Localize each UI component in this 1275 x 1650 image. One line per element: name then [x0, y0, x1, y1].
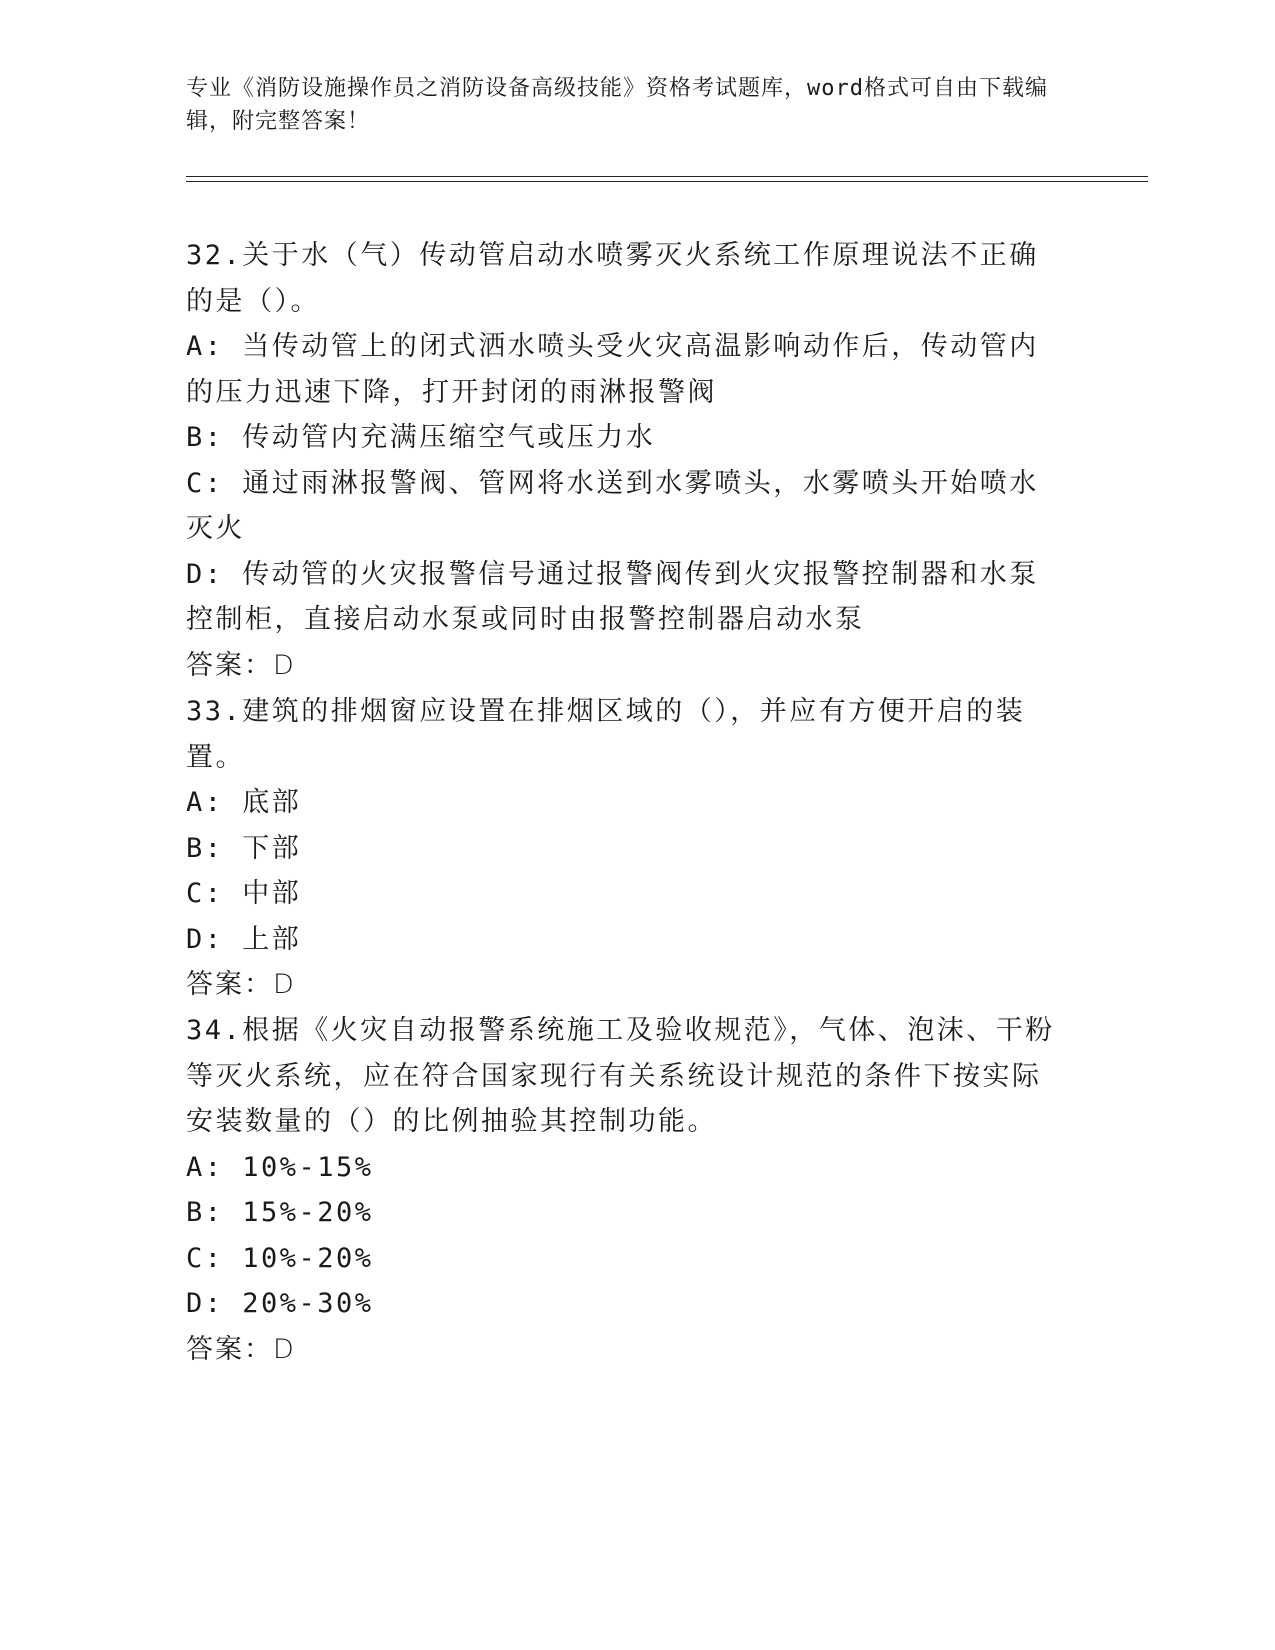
answer: 答案：D — [186, 969, 296, 1000]
question-stem: 34.根据《火灾自动报警系统施工及验收规范》，气体、泡沫、干粉等灭火系统，应在符合国家现行有关系统设计规范的条件下按实际安装数量的（）的比例抽验其控制功能。 — [186, 1015, 1055, 1137]
option-b: B: 15%-20% — [186, 1197, 374, 1228]
option-a: A: 10%-15% — [186, 1151, 374, 1183]
question-stem: 33.建筑的排烟窗应设置在排烟区域的（），并应有方便开启的装置。 — [186, 696, 1026, 773]
option-c: C: 中部 — [186, 878, 302, 909]
header-divider-bottom — [186, 181, 1148, 182]
option-b: B: 传动管内充满压缩空气或压力水 — [186, 422, 656, 453]
document-header: 专业《消防设施操作员之消防设备高级技能》资格考试题库，word格式可自由下载编辑，附完整答案！ — [186, 76, 1048, 134]
option-d: D: 上部 — [186, 923, 302, 955]
answer: 答案：D — [186, 649, 296, 681]
question-34 — [186, 1008, 1066, 1372]
question-32 — [186, 233, 1066, 688]
question-33 — [186, 689, 1066, 1008]
option-c: C: 通过雨淋报警阀、管网将水送到水雾喷头，水雾喷头开始喷水灭火 — [186, 467, 1039, 544]
question-stem: 32.关于水（气）传动管启动水喷雾灭火系统工作原理说法不正确的是（）。 — [186, 240, 1039, 317]
answer: 答案：D — [186, 1333, 296, 1365]
header-divider-top — [186, 176, 1148, 177]
option-a: A: 当传动管上的闭式洒水喷头受火灾高温影响动作后，传动管内的压力迅速下降，打开封闭的雨淋报警阀 — [186, 331, 1039, 408]
option-a: A: 底部 — [186, 787, 302, 818]
option-d: D: 传动管的火灾报警信号通过报警阀传到火灾报警控制器和水泵控制柜，直接启动水泵或同时由报警控制器启动水泵 — [186, 558, 1039, 635]
option-c: C: 10%-20% — [186, 1242, 374, 1274]
option-d: D: 20%-30% — [186, 1288, 374, 1319]
option-b: B: 下部 — [186, 832, 302, 864]
